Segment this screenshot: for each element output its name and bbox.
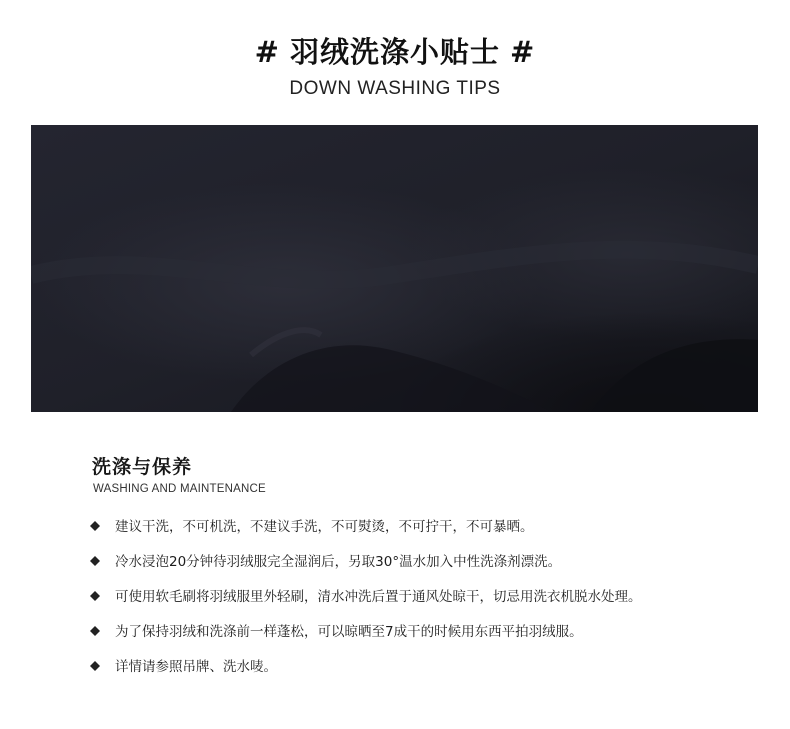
tip-text: 可使用软毛刷将羽绒服里外轻刷，清水冲洗后置于通风处晾干，切忌用洗衣机脱水处理。 xyxy=(115,589,642,605)
diamond-bullet-icon xyxy=(90,626,100,636)
header-title xyxy=(0,30,790,71)
fabric-photo xyxy=(31,125,758,412)
list-item xyxy=(90,586,642,621)
list-item xyxy=(90,551,642,586)
hash-right: # xyxy=(510,35,536,69)
tip-text: 为了保持羽绒和洗涤前一样蓬松，可以晾晒至7成干的时候用东西平拍羽绒服。 xyxy=(115,624,583,640)
tip-text: 详情请参照吊牌、洗水唛。 xyxy=(115,659,277,675)
list-item xyxy=(90,656,642,691)
diamond-bullet-icon xyxy=(90,661,100,671)
section-title: 洗涤与保养 xyxy=(92,456,193,478)
section-subtitle: WASHING AND MAINTENANCE xyxy=(93,483,266,495)
page-title: 羽绒洗涤小贴士 xyxy=(289,35,500,69)
diamond-bullet-icon xyxy=(90,556,100,566)
diamond-bullet-icon xyxy=(90,521,100,531)
tip-text: 建议干洗，不可机洗，不建议手洗，不可熨烫，不可拧干，不可暴晒。 xyxy=(115,519,534,535)
diamond-bullet-icon xyxy=(90,591,100,601)
washing-tips-list xyxy=(90,516,642,691)
page-subtitle: DOWN WASHING TIPS xyxy=(289,78,501,99)
fabric-texture-image xyxy=(31,125,758,412)
tip-text: 冷水浸泡20分钟待羽绒服完全湿润后，另取30°温水加入中性洗涤剂漂洗。 xyxy=(115,554,562,570)
list-item xyxy=(90,516,642,551)
list-item xyxy=(90,621,642,656)
hash-left: # xyxy=(254,35,280,69)
